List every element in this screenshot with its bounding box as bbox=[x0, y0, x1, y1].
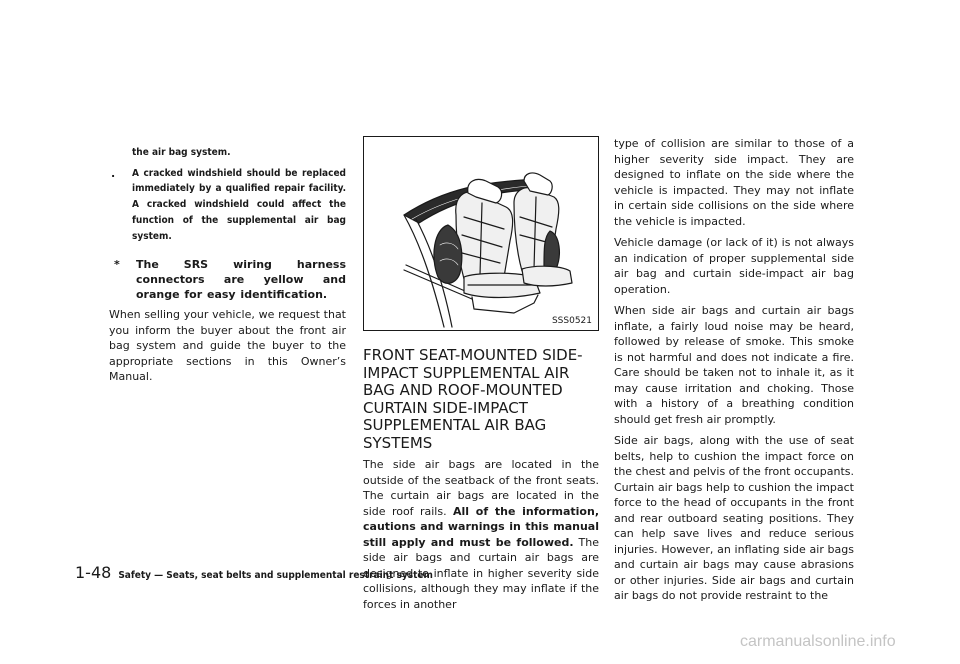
intro-text: The side air bags are located in the outside of the seatback of the front seats. The curtain air bags are located in the side roof rails. bbox=[363, 458, 599, 518]
star-text: The SRS wiring harness connectors are yellow and orange for easy identification. bbox=[136, 258, 346, 302]
footer-section-title: Safety — Seats, seat belts and supplemental restraint system bbox=[118, 570, 433, 581]
intro-bold-warning: All of the information, cautions and warnings in this manual still apply and must be followed. bbox=[363, 504, 599, 549]
right-column bbox=[614, 136, 854, 610]
srs-harness-note bbox=[109, 257, 346, 302]
middle-column bbox=[363, 136, 599, 612]
figure-code: SSS0521 bbox=[551, 316, 592, 326]
paragraph-collision-type: type of collision are similar to those of a higher severity side impact. They are designed to inflate on the side where the vehicle is impacted. They may not inflate in certain side collisions on the side where the vehicle is impacted. bbox=[614, 137, 854, 228]
bullet-text: A cracked windshield should be replaced immediately by a qualified repair facility. A cracked windshield could affect the function of the supplemental air bag system. bbox=[132, 167, 346, 242]
section-heading: FRONT SEAT-MOUNTED SIDE-IMPACT SUPPLEMENTAL AIR BAG AND ROOF-MOUNTED CURTAIN SIDE-IMPACT SUPPLEMENTAL AIR BAG SYSTEMS bbox=[363, 346, 583, 452]
car-seat-airbag-icon bbox=[364, 137, 600, 332]
watermark: carmanualsonline.info bbox=[740, 633, 896, 650]
bullet-continuation: the air bag system. bbox=[132, 147, 231, 158]
selling-vehicle-paragraph: When selling your vehicle, we request that you inform the buyer about the front air bag system and guide the buyer to the appropriate sections in this Owner’s Manual. bbox=[109, 308, 346, 384]
side-airbag-intro-paragraph bbox=[363, 457, 599, 612]
left-column bbox=[109, 136, 346, 385]
paragraph-inflation-noise: When side air bags and curtain air bags inflate, a fairly loud noise may be heard, followed by release of smoke. This smoke is not harmful and does not indicate a fire. Care should be taken not to inhale it, as it may cause irritation and choking. Those with a history of a breathing condition should get fresh air promptly. bbox=[614, 304, 854, 426]
paragraph-vehicle-damage: Vehicle damage (or lack of it) is not always an indication of proper supplemental side air bag and curtain side-impact air bag operation. bbox=[614, 236, 854, 296]
intro-text-cont: The side air bags and curtain air bags are designed to inflate in higher severity side collisions, although they may inflate if the forces in another bbox=[363, 535, 599, 611]
bullet-mark: . bbox=[111, 166, 116, 180]
windshield-bullet bbox=[109, 166, 346, 245]
page-number: 1-48 bbox=[75, 563, 112, 582]
paragraph-cushion-impact: Side air bags, along with the use of seat belts, help to cushion the impact force on the chest and pelvis of the front occupants. Curtain air bags help to cushion the impact force to the head of occupants in the front and rear outboard seating positions. They can help save lives and reduce serious injuries. However, an inflating side air bags and curtain air bags may cause abrasions or other injuries. Side air bags and curtain air bags do not provide restraint to the bbox=[614, 434, 855, 602]
star-mark: * bbox=[114, 258, 120, 272]
page-footer bbox=[75, 563, 433, 582]
airbag-figure bbox=[363, 136, 599, 331]
